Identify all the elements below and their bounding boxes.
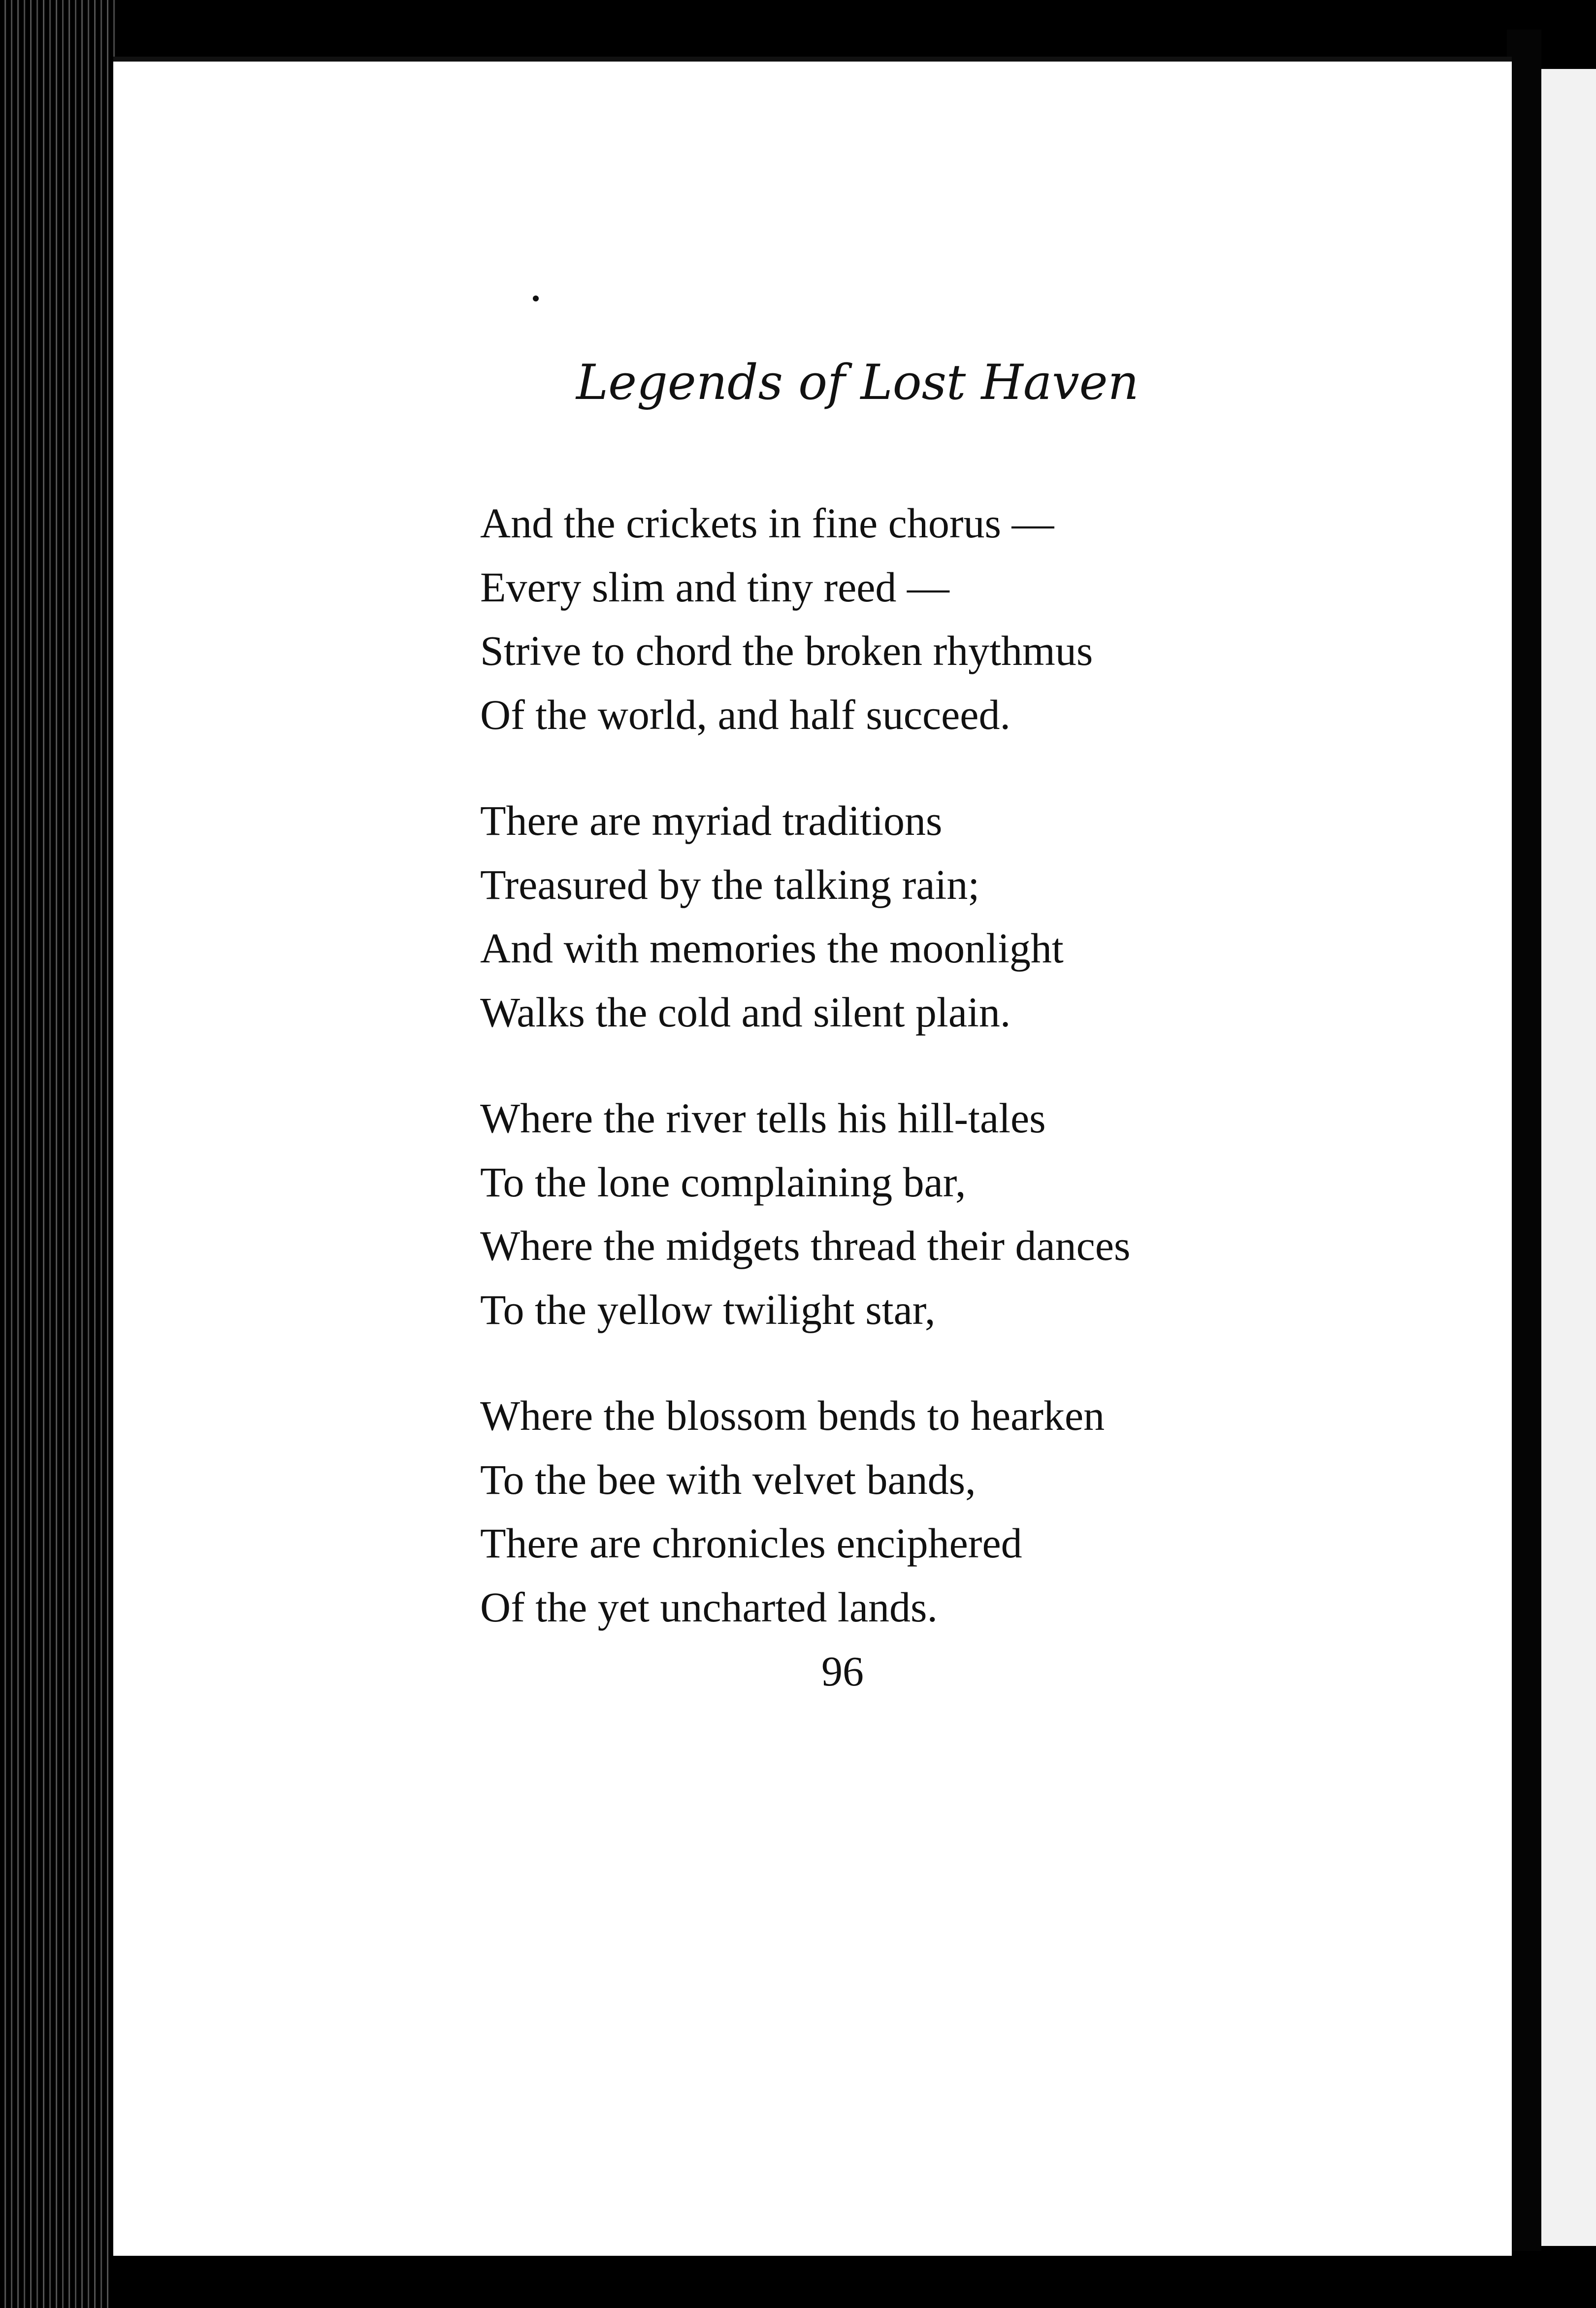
running-head: Legends of Lost Haven [576,355,1139,411]
poem-line: There are chronicles enciphered [480,1519,1022,1567]
facing-page-sliver [1541,69,1596,2246]
poem-line: Where the blossom bends to hearken [480,1392,1105,1439]
bottom-scan-border [113,2251,1596,2308]
binding-shadow [1507,30,1541,2275]
torn-left-edge [0,0,118,2308]
poem-line: Strive to chord the broken rhythmus [480,627,1093,674]
poem-line: Of the yet uncharted lands. [480,1583,938,1631]
poem-line: To the bee with velvet bands, [480,1455,976,1503]
poem-line: Where the river tells his hill-tales [480,1094,1046,1142]
poem-body [480,492,1465,1682]
poem-line: Every slim and tiny reed — [480,563,949,611]
stanza [480,1384,1465,1639]
page-number: 96 [821,1648,864,1695]
poem-line: And with memories the moonlight [480,924,1064,972]
poem-line: And the crickets in fine chorus — [480,499,1054,547]
poem-line: To the lone complaining bar, [480,1158,966,1206]
stanza [480,492,1465,747]
poem-line: Where the midgets thread their dances [480,1222,1131,1269]
stanza [480,789,1465,1044]
stanza [480,1087,1465,1342]
ink-speck [533,296,539,301]
poem-line: Walks the cold and silent plain. [480,988,1011,1036]
poem-line: Treasured by the talking rain; [480,860,980,908]
poem-line: There are myriad traditions [480,797,943,844]
poem-line: Of the world, and half succeed. [480,691,1010,738]
poem-line: To the yellow twilight star, [480,1286,936,1333]
